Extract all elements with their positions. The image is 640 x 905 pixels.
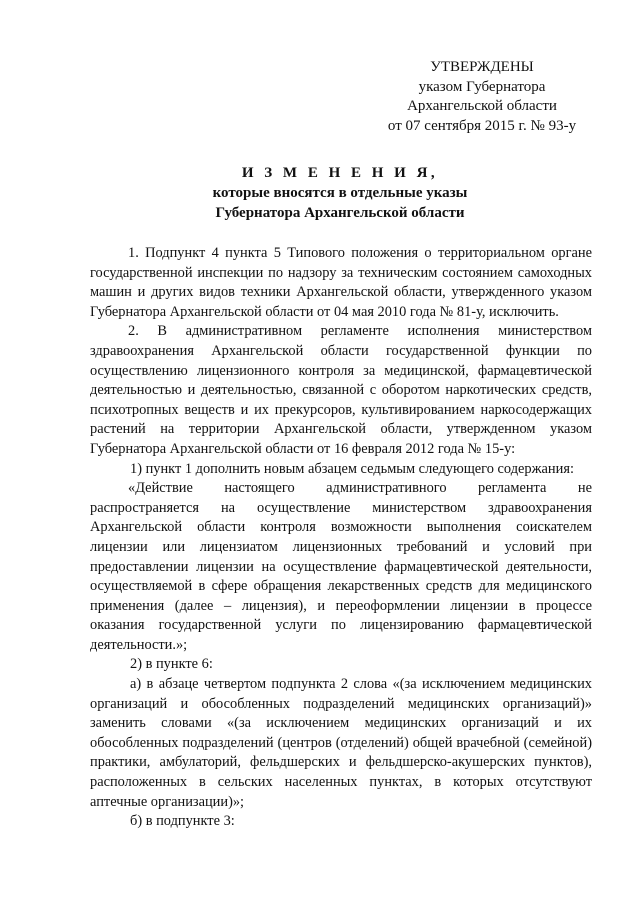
approval-decree: указом Губернатора — [418, 78, 546, 95]
paragraph-1: 1. Подпункт 4 пункта 5 Типового положения о территориальном органе государственной инспекции по надзору за техническим состоянием самоходных машин и других видов техники Архангельской области, утвержденного указом Губернатора Архангельской области от 04 мая 2010 года № 81-у, исключить. — [90, 245, 592, 320]
document-title: И З М Е Н Е Н И Я, — [241, 165, 439, 181]
approval-region: Архангельской области — [407, 98, 557, 114]
paragraph-2-2: 2) в пункте 6: — [130, 656, 213, 673]
approval-title: УТВЕРЖДЕНЫ — [430, 59, 534, 75]
approval-date-number: от 07 сентября 2015 г. № 93-у — [387, 117, 577, 134]
paragraph-2-2-b: б) в подпункте 3: — [130, 813, 235, 830]
document-subtitle-line-2: Губернатора Архангельской области — [215, 205, 465, 221]
document-subtitle-line-1: которые вносятся в отдельные указы — [212, 185, 468, 201]
paragraph-2-1: 1) пункт 1 дополнить новым абзацем седьмым следующего содержания: — [130, 460, 574, 477]
paragraph-quote: «Действие настоящего административного регламента не распространяется на осуществление министерством здравоохранения Архангельской области контроля возможности выполнения соискателем лицензии или лицензиатом лицензионных требований и условий при предоставлении лицензии на осуществление фармацевтической деятельности, осуществляемой в сфере обращения лекарственных средств для медицинского применения (далее – лицензия), и переоформлении лицензии в процессе оказания государственной услуги по лицензированию фармацевтической деятельности.»; — [90, 480, 592, 653]
approval-stamp — [372, 58, 592, 136]
paragraph-2: 2. В административном регламенте исполнения министерством здравоохранения Архангельской области государственной функции по осуществлению лицензионного контроля за медицинской, фармацевтической деятельностью и деятельностью, связанной с оборотом наркотических средств, психотропных веществ и их прекурсоров, культивированием наркосодержащих растений на территории Архангельской области, утвержденном указом Губернатора Архангельской области от 16 февраля 2012 года № 15-у: — [90, 323, 592, 457]
document-heading — [90, 163, 590, 223]
paragraph-2-2-a: а) в абзаце четвертом подпункта 2 слова «(за исключением медицинских организаций и обособленных подразделений медицинских организаций)» заменить словами «(за исключением медицинских организаций и их обособленных подразделений (центров (отделений) общей врачебной (семейной) практики, амбулаторий, фельдшерских и фельдшерско-акушерских пунктов), расположенных в сельских населенных пунктах, в которых отсутствуют аптечные организации)»; — [90, 676, 592, 810]
document-body — [90, 244, 592, 832]
